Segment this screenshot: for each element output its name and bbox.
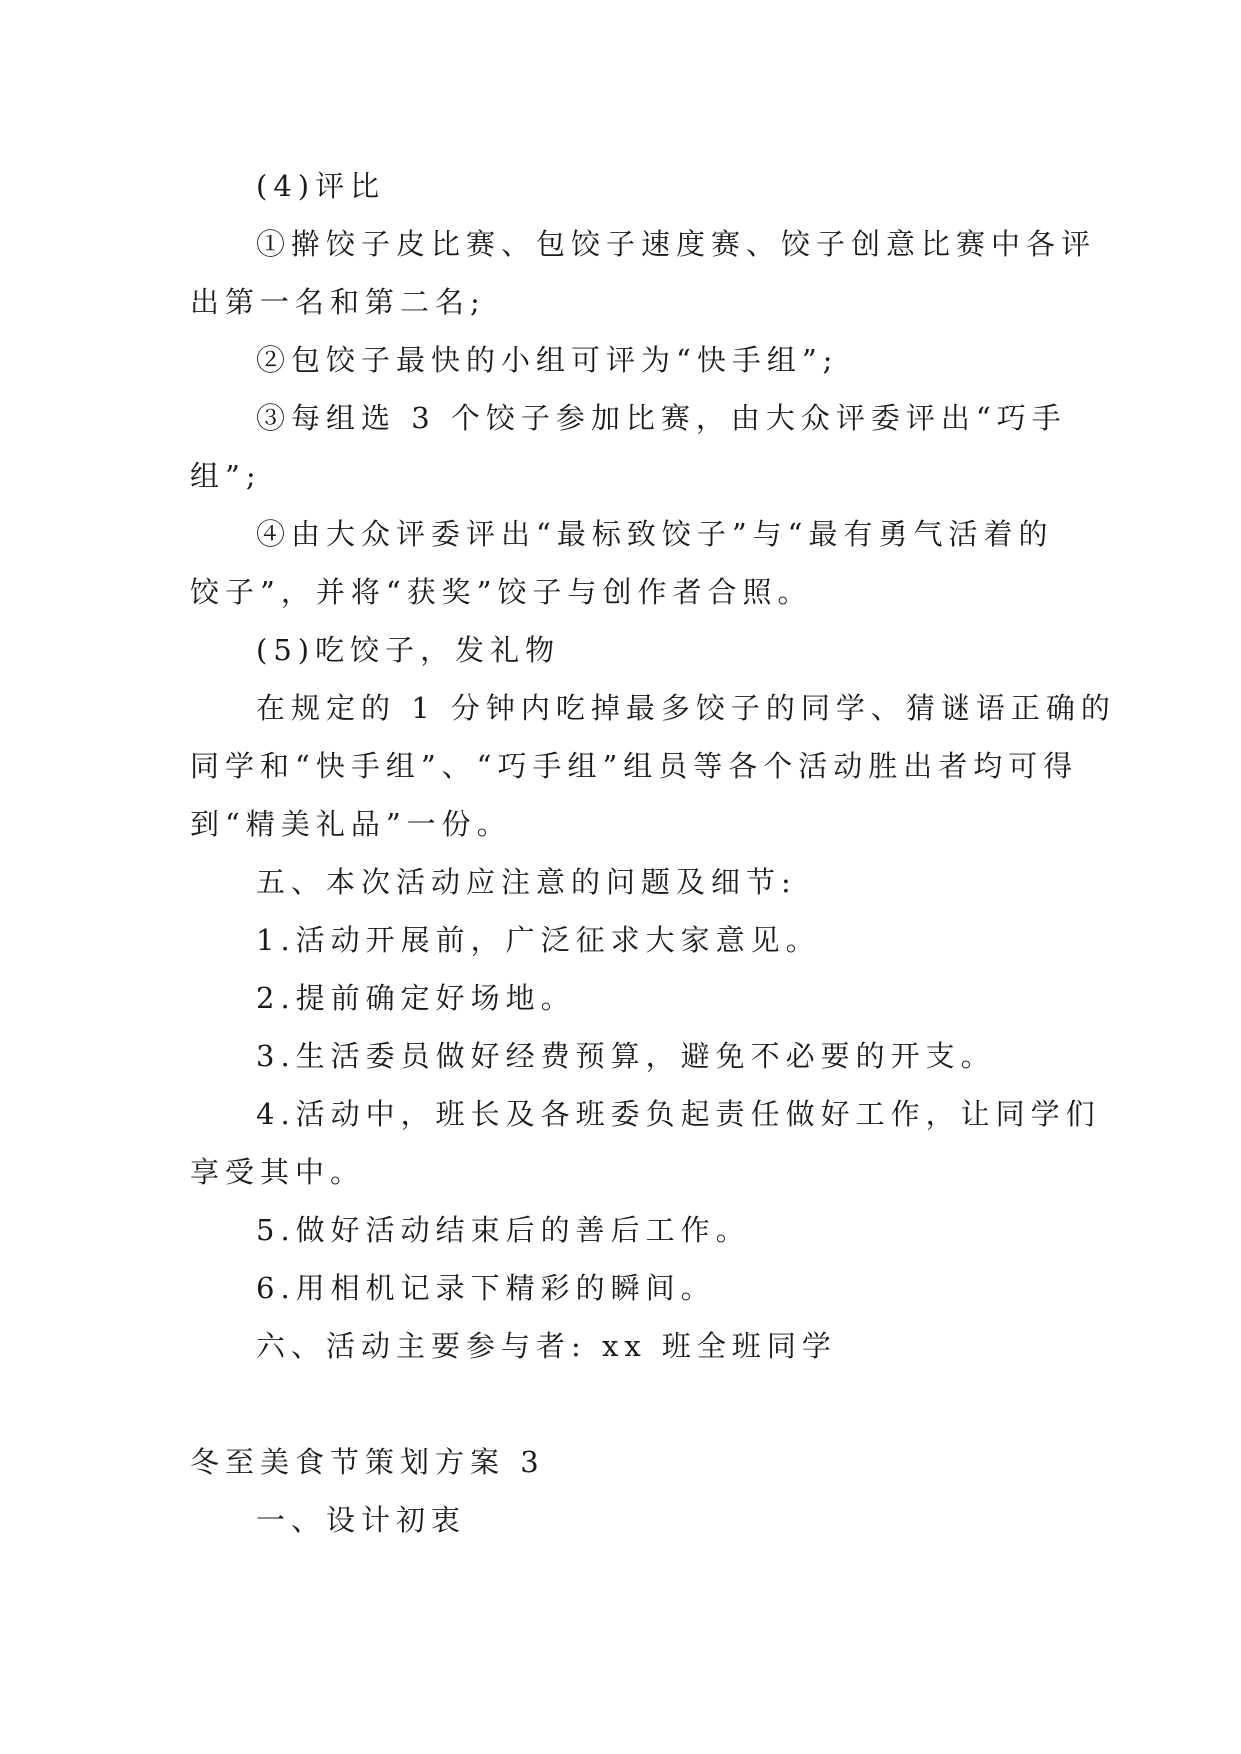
document-title: 冬至美食节策划方案 3	[190, 1445, 545, 1479]
text-line: 2.提前确定好场地。	[256, 981, 576, 1015]
text-line: 3.生活委员做好经费预算，避免不必要的开支。	[256, 1039, 996, 1073]
section-heading: 一、设计初衷	[256, 1503, 467, 1537]
text-line: ④由大众评委评出“最标致饺子”与“最有勇气活着的	[256, 517, 1054, 551]
text-line: 到“精美礼品”一份。	[190, 807, 512, 841]
text-line: 出第一名和第二名;	[190, 285, 486, 319]
text-line: 享受其中。	[190, 1155, 366, 1189]
text-line: 6.用相机记录下精彩的瞬间。	[256, 1271, 716, 1305]
text-line: ③每组选 3 个饺子参加比赛，由大众评委评出“巧手	[256, 401, 1067, 435]
text-line: 同学和“快手组”、“巧手组”组员等各个活动胜出者均可得	[190, 749, 1079, 783]
text-line: 4.活动中，班长及各班委负起责任做好工作，让同学们	[256, 1097, 1101, 1131]
text-line: (5)吃饺子，发礼物	[256, 633, 561, 667]
text-line: 饺子”，并将“获奖”饺子与创作者合照。	[190, 575, 813, 609]
text-line: ①擀饺子皮比赛、包饺子速度赛、饺子创意比赛中各评	[256, 227, 1097, 261]
text-line: 组”;	[190, 459, 262, 493]
text-line: 1.活动开展前，广泛征求大家意见。	[256, 923, 821, 957]
text-line: 在规定的 1 分钟内吃掉最多饺子的同学、猜谜语正确的	[256, 691, 1116, 725]
text-line: ②包饺子最快的小组可评为“快手组”;	[256, 343, 839, 377]
text-line: 5.做好活动结束后的善后工作。	[256, 1213, 751, 1247]
text-line: (4)评比	[256, 169, 386, 203]
section-heading: 五、本次活动应注意的问题及细节:	[256, 865, 797, 899]
section-heading: 六、活动主要参与者: xx 班全班同学	[256, 1329, 837, 1363]
